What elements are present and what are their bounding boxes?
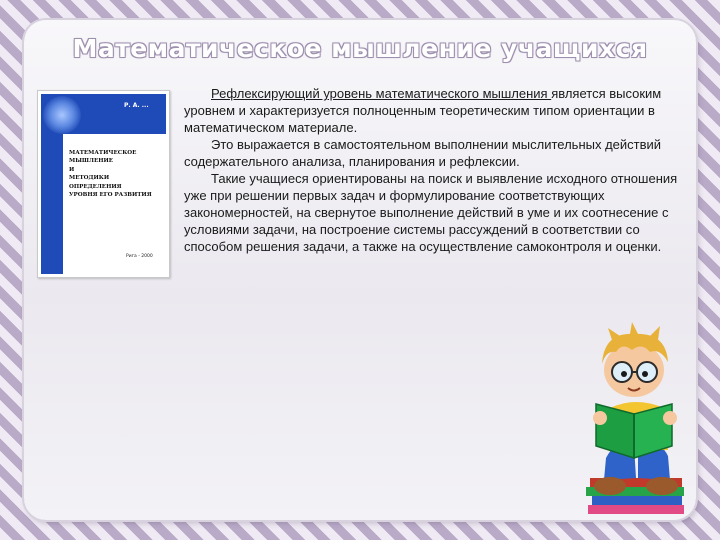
slide-title: Математическое мышление учащихся xyxy=(72,34,648,63)
book-stack-item xyxy=(588,505,684,514)
paragraph-3: Такие учащиеся ориентированы на поиск и выявление исходного отношения уже при решении первых задач и формулирование соответствующих закономерностей, на свернутое выполнение действий в уме и их соотнесение с условиями задачи, на построение системы рассуждений в соответствии со способом решения задачи, а также на осуществление самоконтроля и оценки. xyxy=(184,171,678,254)
body-text xyxy=(184,85,680,255)
paragraph-1-rest: является высоким уровнем и характеризуется полноценным теоретическим типом ориентации в математическом материале. xyxy=(184,86,662,135)
book-cover-emblem xyxy=(43,96,81,134)
paragraph-1-term: Рефлексирующий уровень математического мышления xyxy=(211,86,552,101)
reading-student-illustration xyxy=(576,318,694,518)
book-cover-image xyxy=(37,90,170,278)
book-author: Р. А. ... xyxy=(124,102,149,109)
book-stack-item xyxy=(592,496,682,505)
paragraph-2: Это выражается в самостоятельном выполнении мыслительных действий содержательного анализа, планирования и рефлексии. xyxy=(184,137,662,169)
book-year: Рига - 2000 xyxy=(126,254,153,259)
book-title: МАТЕМАТИЧЕСКОЕ МЫШЛЕНИЕ И МЕТОДИКИ ОПРЕДЕЛЕНИЯ УРОВНЯ ЕГО РАЗВИТИЯ xyxy=(69,150,152,199)
paragraph-1 xyxy=(184,85,680,136)
